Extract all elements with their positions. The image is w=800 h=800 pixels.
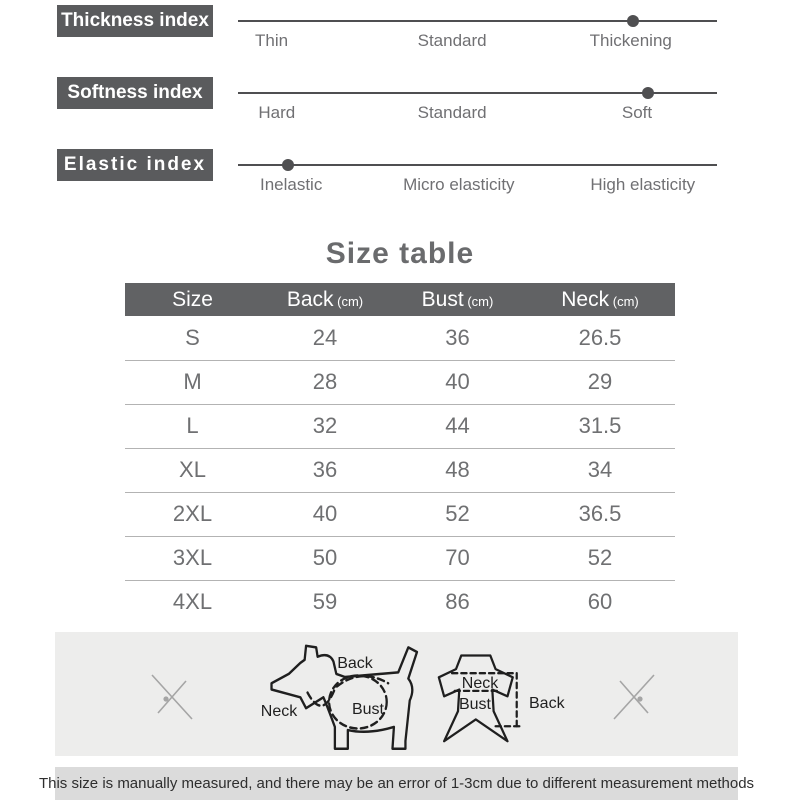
option-micro-elasticity: Micro elasticity bbox=[403, 175, 515, 194]
table-cell: 3XL bbox=[125, 536, 260, 580]
table-cell: 31.5 bbox=[525, 404, 675, 448]
dog-neck-label: Neck bbox=[260, 703, 298, 720]
table-cell: 40 bbox=[390, 360, 525, 404]
option-hard: Hard bbox=[258, 103, 296, 122]
table-cell: 34 bbox=[525, 448, 675, 492]
index-row-thickness bbox=[0, 3, 800, 65]
table-row bbox=[125, 448, 675, 492]
table-cell: 52 bbox=[525, 536, 675, 580]
garment-back-label: Back bbox=[529, 695, 565, 712]
column-header: Size bbox=[125, 283, 260, 316]
table-cell: 50 bbox=[260, 536, 390, 580]
dog-back-label: Back bbox=[337, 655, 373, 672]
slider-dot bbox=[282, 159, 294, 171]
garment-neck-label: Neck bbox=[461, 675, 499, 692]
neck-measure-line bbox=[308, 685, 337, 706]
table-cell: 2XL bbox=[125, 492, 260, 536]
index-row-elastic bbox=[0, 147, 800, 209]
thickness-index-label: Thickness index bbox=[57, 5, 213, 37]
table-cell: 86 bbox=[445, 589, 470, 615]
left-cut-mark-icon bbox=[152, 675, 192, 719]
table-cell: 59 bbox=[312, 589, 338, 615]
table-cell: XL bbox=[125, 448, 260, 492]
table-row bbox=[125, 404, 675, 448]
measurement-diagram-panel bbox=[55, 632, 738, 756]
measurement-note-text: This size is manually measured, and there may be an error of 1-3cm due to different measurement methods bbox=[38, 775, 755, 792]
table-row bbox=[125, 316, 675, 360]
table-cell: 26.5 bbox=[525, 316, 675, 360]
slider-line bbox=[238, 164, 717, 166]
dog-bust-label: Bust bbox=[351, 701, 385, 718]
table-cell: 24 bbox=[260, 316, 390, 360]
table-cell: 70 bbox=[390, 536, 525, 580]
table-cell: 28 bbox=[260, 360, 390, 404]
softness-index-label: Softness index bbox=[57, 77, 213, 109]
size-table-header-row bbox=[125, 283, 675, 316]
table-cell: 36 bbox=[260, 448, 390, 492]
table-row bbox=[125, 580, 675, 624]
table-row bbox=[125, 492, 675, 536]
option-thickening: Thickening bbox=[589, 31, 672, 50]
table-cell: 52 bbox=[390, 492, 525, 536]
table-cell: 60 bbox=[587, 589, 613, 615]
slider-dot bbox=[627, 15, 639, 27]
table-cell: L bbox=[125, 404, 260, 448]
table-cell: 4XL bbox=[172, 589, 213, 615]
size-table bbox=[125, 283, 675, 624]
column-header: Bust (cm) bbox=[390, 283, 525, 316]
slider-line bbox=[238, 20, 717, 22]
table-cell: S bbox=[125, 316, 260, 360]
table-row bbox=[125, 360, 675, 404]
elastic-index-label: Elastic index bbox=[57, 149, 213, 181]
elastic-slider bbox=[238, 147, 717, 209]
slider-dot bbox=[642, 87, 654, 99]
option-standard: Standard bbox=[417, 103, 487, 122]
table-cell: 36.5 bbox=[525, 492, 675, 536]
option-soft: Soft bbox=[621, 103, 653, 122]
measurement-note-bar bbox=[38, 767, 755, 800]
right-cut-mark-icon bbox=[614, 675, 654, 719]
option-high-elasticity: High elasticity bbox=[590, 175, 696, 194]
measurement-diagram bbox=[55, 632, 738, 756]
option-inelastic: Inelastic bbox=[259, 175, 323, 194]
size-table-body bbox=[125, 316, 675, 624]
option-thin: Thin bbox=[254, 31, 289, 50]
thickness-slider bbox=[238, 3, 717, 65]
garment-bust-label: Bust bbox=[458, 696, 492, 713]
table-cell: 44 bbox=[390, 404, 525, 448]
table-cell: 40 bbox=[260, 492, 390, 536]
table-cell: 29 bbox=[525, 360, 675, 404]
column-header: Back (cm) bbox=[260, 283, 390, 316]
column-header: Neck (cm) bbox=[525, 283, 675, 316]
size-table-title: Size table bbox=[325, 237, 475, 270]
softness-slider bbox=[238, 75, 717, 137]
table-cell: 36 bbox=[390, 316, 525, 360]
table-cell: 48 bbox=[390, 448, 525, 492]
option-standard: Standard bbox=[417, 31, 487, 50]
index-row-softness bbox=[0, 75, 800, 137]
table-row bbox=[125, 536, 675, 580]
table-cell: M bbox=[125, 360, 260, 404]
table-cell: 32 bbox=[260, 404, 390, 448]
